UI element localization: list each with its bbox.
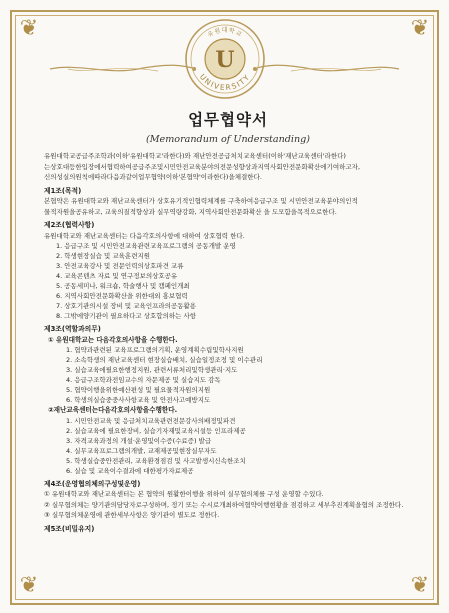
article-3-heading: 제3조(역할과의무) — [44, 325, 101, 333]
article-3-clause-2: ②재난교육센터는다음각호의사항을수행한다. — [48, 406, 178, 414]
university-seal-icon — [184, 18, 266, 100]
article-4-clause-1: ① 유원대학교와 재난교육센터는 본 협약의 원활한이행을 위하여 실무협의체를 구성 운영할 수있다. — [44, 490, 324, 498]
document-title: 업무협약서 — [188, 111, 268, 129]
list-item: 1. 시민안전교육 및 응급처치교육관련전문강사의배정및파견 — [66, 416, 236, 425]
svg-text:UNIVERSITY: UNIVERSITY — [197, 72, 253, 93]
list-item: 2. 소속학생의 재난교육센터 현장실습배치, 실습일정조정 및 이수관리 — [66, 356, 263, 364]
svg-text:유원대학교: 유원대학교 — [206, 27, 244, 39]
article-4-clause-2: ② 실무협의체는 양기관의담당자로구성하며, 정기 또는 수시로개최하여협약이행현황을 점검하고 세부추진계획을협의 조정한다. — [44, 500, 404, 509]
list-item: 1. 협약과관련된 교육프로그램의기획, 운영계획수립및학사지원 — [66, 346, 244, 354]
corner-ornament-icon: ❦ — [410, 573, 430, 598]
preamble: 유원대학교공급주조학과(이하'유원대학교'라한다)와 재난안전공급처치교육센터(이하'재난교육센터'라한다)는상호대등한입장에서협력하여공급주조및시민안전교육분야의전문성향상과지역사회안전문화확산에기여하고자, 신의성실의원칙에따라다음과같이업무협약(이하'본협약'이라한다)을체결한다. — [44, 152, 361, 181]
list-item: 6. 학생의실습중중사사항교육 및 안전사고예방지도 — [66, 396, 211, 404]
corner-ornament-icon: ❦ — [19, 573, 39, 598]
header-flourish-right-icon — [251, 62, 401, 76]
article-2-list — [44, 241, 412, 321]
list-item: 6. 실습 및 교육이수결과에 대한평가자료제공 — [66, 466, 194, 475]
article-1-body: 본협약은 유원대학교와 재난교육센터가 상호유기적인협력체계를 구축하여응급구조 및 시민안전교육분야의인적 물적자원을공유하고, 교육의질적향상과 실무역량강화, 지역사회안전문화확산 을 도모함을목적으로한다. — [44, 197, 358, 216]
list-item: 1. 응급구조 및 시민안전교육관련교육프로그램의 공동개발 운영 — [56, 242, 236, 250]
article-2-intro: 유원대학교와 재난교육센터는 다음각호의사항에 대하여 상호협력 한다. — [44, 231, 245, 240]
header-flourish-left-icon — [48, 62, 198, 76]
list-item: 3. 실습교육에필요한행정지원, 관련서류처리및학생관리·지도 — [66, 366, 238, 374]
list-item: 5. 학생실습중안전관리, 교육환경점검 및 사고발생시신속한조치 — [66, 456, 246, 465]
list-item: 4. 실무교육프로그램의개발, 교재제공및현장실무자도 — [66, 446, 217, 455]
article-3-clause-1: ① 유원대학교는 다음각호의사항을 수행한다. — [48, 335, 178, 344]
list-item: 3. 안전교육강사 및 전문인력의상호파견 교류 — [56, 262, 184, 270]
article-2-heading: 제2조(협력사항) — [44, 221, 95, 229]
article-3-list-2 — [44, 416, 412, 476]
list-item: 8. 그밖에양기관이 필요하다고 상호합의하는 사항 — [56, 312, 197, 320]
corner-ornament-icon: ❦ — [19, 16, 39, 41]
list-item: 3. 자격교육과정의 개설·운영및이수증(수료증) 발급 — [66, 436, 212, 445]
article-1-heading: 제1조(목적) — [44, 186, 82, 195]
article-4-clause-3: ③ 실무협의체운영에 관한세부사항은 양기관이 별도로 정한다. — [44, 511, 220, 519]
svg-text:U: U — [215, 47, 235, 73]
list-item: 5. 협약이행을위한예산편성 및 필요물적자원의지원 — [66, 386, 211, 394]
document-body — [44, 110, 412, 534]
list-item: 4. 응급구조학과전임교수의 자문제공 및 실습지도 감독 — [66, 376, 221, 384]
document-subtitle: (Memorandum of Understanding) — [145, 134, 311, 145]
article-3-list-1 — [44, 345, 412, 405]
list-item: 2. 실습교육에 필요한장비, 실습기자재및교육시설등 인프라제공 — [66, 426, 246, 435]
list-item: 5. 공동세미나, 워크숍, 학술행사 및 캠페인개최 — [56, 282, 190, 290]
article-5-heading: 제5조(비밀유지) — [44, 524, 95, 533]
list-item: 7. 상호기관의시설 장비 및 교육인프라의공동활용 — [56, 302, 197, 310]
corner-ornament-icon: ❦ — [410, 16, 430, 41]
list-item: 6. 지역사회안전문화확산을 위한대외 홍보협력 — [56, 292, 188, 300]
article-4-heading: 제4조(운영협의체의구성및운영) — [44, 479, 141, 488]
list-item: 4. 교육콘텐츠 자료 및 연구정보의상호공유 — [56, 272, 178, 280]
list-item: 2. 학생현장실습 및 교육훈련지원 — [56, 252, 151, 260]
